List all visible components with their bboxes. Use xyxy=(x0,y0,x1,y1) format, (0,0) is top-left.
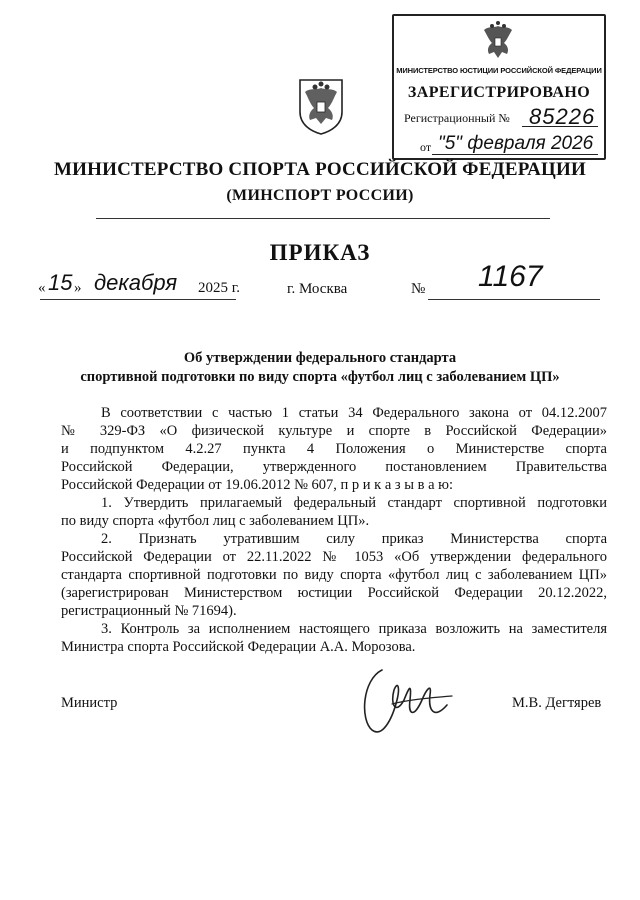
stamp-registered-label: ЗАРЕГИСТРИРОВАНО xyxy=(407,84,591,101)
stamp-date-value: "5" февраля 2026 xyxy=(438,133,594,154)
stamp-number-underline xyxy=(522,126,598,127)
paragraph-3-line: 2. Признать утратившим силу приказ Министерства спорта xyxy=(101,531,607,547)
paragraph-1-line: и подпунктом 4.2.27 пункта 4 Положения о Министерстве спорта xyxy=(61,441,607,457)
date-month: декабря xyxy=(94,270,178,295)
paragraph-3-line: (зарегистрирован Министерством юстиции Российской Федерации 20.12.2022, xyxy=(61,585,607,601)
document-type-title: ПРИКАЗ xyxy=(269,240,371,265)
date-underline xyxy=(40,299,236,300)
order-number: 1167 xyxy=(478,260,543,293)
paragraph-4-line: 3. Контроль за исполнением настоящего приказа возложить на заместителя xyxy=(101,621,607,637)
ministry-short-name: (МИНСПОРТ РОССИИ) xyxy=(226,187,414,204)
paragraph-1-line: № 329-ФЗ «О физической культуре и спорте в Российской Федерации» xyxy=(61,423,607,439)
coat-of-arms-icon xyxy=(296,78,346,136)
paragraph-1-line: Российской Федерации от 19.06.2012 № 607, п р и к а з ы в а ю: xyxy=(61,477,454,493)
paragraph-3-line: стандарта спортивной подготовки по виду спорта «футбол лиц с заболеванием ЦП» xyxy=(61,567,607,583)
header-divider xyxy=(96,218,550,219)
stamp-date-label: от xyxy=(420,140,432,154)
stamp-reg-number-label: Регистрационный № xyxy=(404,111,510,125)
paragraph-2-line: 1. Утвердить прилагаемый федеральный стандарт спортивной подготовки xyxy=(101,495,607,511)
date-quote-close: » xyxy=(74,280,82,296)
handwritten-signature-icon xyxy=(352,660,462,740)
date-year: 2025 г. xyxy=(198,280,240,296)
number-sign: № xyxy=(411,281,426,297)
date-quote-open: « xyxy=(38,280,46,296)
order-subject-line-2: спортивной подготовки по виду спорта «футбол лиц с заболеванием ЦП» xyxy=(80,369,560,385)
registration-stamp xyxy=(392,14,606,160)
paragraph-1-line: В соответствии с частью 1 статьи 34 Федерального закона от 04.12.2007 xyxy=(101,405,607,421)
city: г. Москва xyxy=(287,281,348,297)
order-subject-line-1: Об утверждении федерального стандарта xyxy=(183,350,457,366)
number-underline xyxy=(428,299,600,300)
stamp-coat-of-arms-icon xyxy=(476,20,520,64)
stamp-reg-number-value: 85226 xyxy=(529,104,596,129)
paragraph-3-line: Российской Федерации от 22.11.2022 № 1053 «Об утверждении федерального xyxy=(61,549,607,565)
paragraph-3-line: регистрационный № 71694). xyxy=(61,603,237,619)
ministry-name: МИНИСТЕРСТВО СПОРТА РОССИЙСКОЙ ФЕДЕРАЦИИ xyxy=(54,159,586,180)
date-day: 15 xyxy=(48,270,73,295)
stamp-ministry: МИНИСТЕРСТВО ЮСТИЦИИ РОССИЙСКОЙ ФЕДЕРАЦИИ xyxy=(396,66,602,75)
stamp-date-underline xyxy=(432,154,598,155)
signer-name: М.В. Дегтярев xyxy=(512,695,602,711)
paragraph-2-line: по виду спорта «футбол лиц с заболеванием ЦП». xyxy=(61,513,370,529)
paragraph-4-line: Министра спорта Российской Федерации А.А. Морозова. xyxy=(61,639,416,655)
signer-position: Министр xyxy=(61,695,118,711)
paragraph-1-line: Российской Федерации, утвержденного постановлением Правительства xyxy=(61,459,607,475)
